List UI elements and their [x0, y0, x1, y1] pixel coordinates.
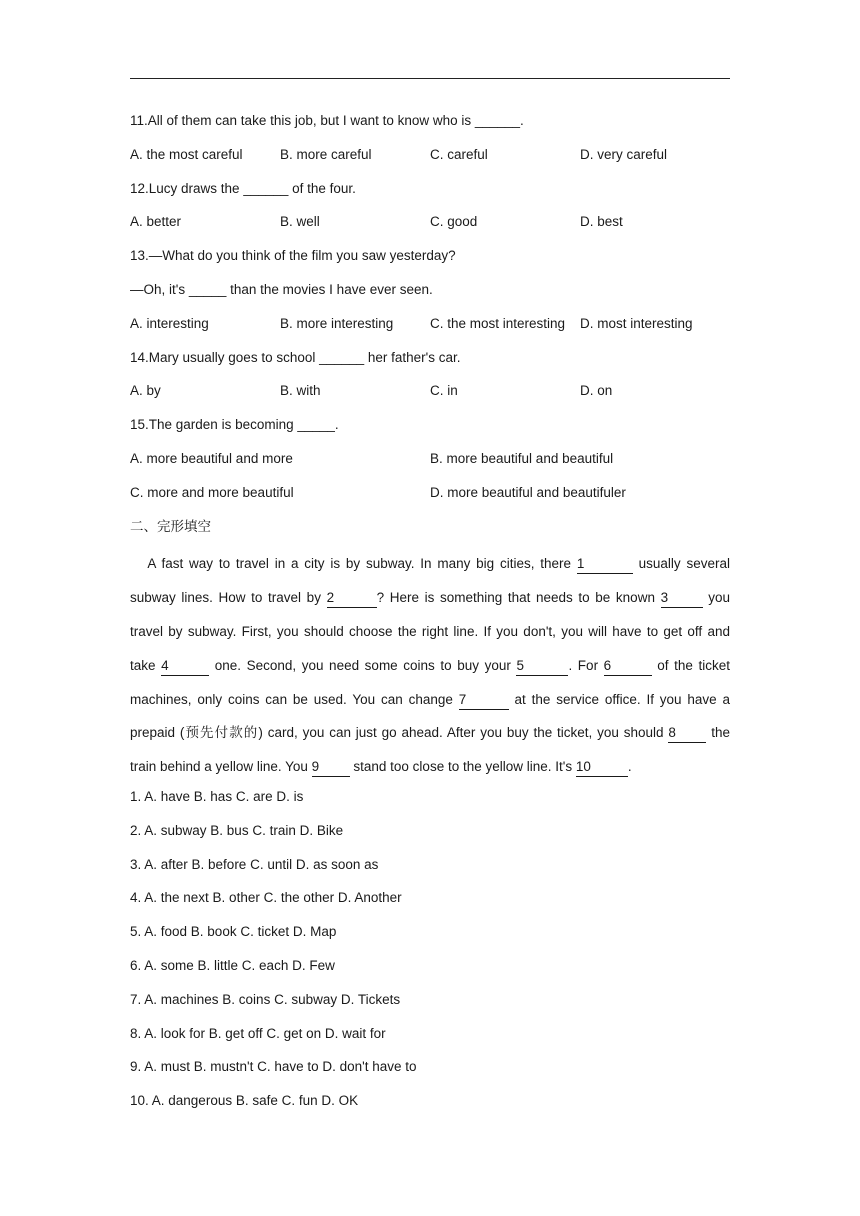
passage-text: ? Here is something that needs to be known	[376, 590, 661, 606]
option-b: B. more beautiful and beautiful	[430, 450, 614, 466]
passage-text: .	[627, 759, 632, 775]
cloze-option-4: 4. A. the next B. other C. the other D. Another	[130, 890, 402, 906]
blank-6: 6	[604, 657, 652, 676]
option-d: D. more beautiful and beautifuler	[430, 484, 626, 500]
option-a: A. better	[130, 214, 182, 230]
cloze-option-3: 3. A. after B. before C. until D. as soon as	[130, 856, 379, 872]
cloze-option-8: 8. A. look for B. get off C. get on D. wait for	[130, 1025, 386, 1041]
option-a: A. by	[130, 383, 161, 399]
cloze-option-2: 2. A. subway B. bus C. train D. Bike	[130, 822, 344, 838]
passage-text: at the service office. If you have a prepaid (预先付款的) card, you can just go ahead. After you buy the ticket, you should	[130, 691, 730, 741]
question-14-options	[130, 378, 730, 412]
option-a: A. interesting	[130, 315, 209, 331]
question-15: 15.The garden is becoming _____.	[130, 417, 339, 433]
option-c: C. good	[430, 214, 478, 230]
option-a: A. more beautiful and more	[130, 450, 293, 466]
question-13-response: —Oh, it's _____ than the movies I have ever seen.	[130, 281, 433, 297]
option-c: C. in	[430, 383, 458, 399]
blank-10: 10	[576, 758, 628, 777]
question-12-options	[130, 209, 730, 243]
passage-text: stand too close to the yellow line. It's	[349, 759, 576, 775]
cloze-option-5: 5. A. food B. book C. ticket D. Map	[130, 924, 337, 940]
question-11: 11.All of them can take this job, but I want to know who is ______.	[130, 113, 524, 128]
cloze-passage	[130, 547, 730, 784]
worksheet-content	[130, 108, 730, 1122]
option-d: D. most interesting	[580, 315, 693, 331]
blank-7: 7	[459, 691, 509, 710]
option-b: B. with	[280, 383, 321, 399]
passage-text: you travel by subway. First, you should choose the right line. If you don't, you will have to get off and take	[130, 590, 730, 673]
blank-8: 8	[668, 724, 706, 743]
option-a: A. the most careful	[130, 146, 243, 162]
question-13: 13.—What do you think of the film you saw yesterday?	[130, 248, 456, 264]
cloze-option-10: 10. A. dangerous B. safe C. fun D. OK	[130, 1093, 359, 1109]
option-d: D. best	[580, 214, 623, 230]
option-c: C. more and more beautiful	[130, 484, 294, 500]
passage-text: one. Second, you need some coins to buy your	[209, 657, 517, 673]
cloze-option-9: 9. A. must B. mustn't C. have to D. don't have to	[130, 1059, 417, 1075]
question-12: 12.Lucy draws the ______ of the four.	[130, 180, 356, 196]
question-15-options-row2	[130, 480, 730, 514]
passage-text: . For	[568, 657, 604, 673]
option-d: D. very careful	[580, 146, 668, 162]
question-13-options	[130, 311, 730, 345]
cloze-option-6: 6. A. some B. little C. each D. Few	[130, 957, 335, 973]
question-11-options	[130, 142, 730, 176]
cloze-option-1: 1. A. have B. has C. are D. is	[130, 788, 304, 804]
option-c: C. the most interesting	[430, 315, 566, 331]
cloze-option-7: 7. A. machines B. coins C. subway D. Tickets	[130, 991, 401, 1007]
blank-1: 1	[577, 555, 633, 574]
passage-text: of the ticket machines, only coins can be used. You can change	[130, 657, 730, 707]
blank-4: 4	[161, 657, 209, 676]
question-14: 14.Mary usually goes to school ______ her father's car.	[130, 349, 461, 365]
question-15-options-row1	[130, 446, 730, 480]
blank-3: 3	[661, 589, 703, 608]
blank-9: 9	[312, 758, 350, 777]
blank-5: 5	[516, 657, 568, 676]
option-b: B. well	[280, 214, 320, 230]
option-b: B. more interesting	[280, 315, 394, 331]
option-d: D. on	[580, 383, 613, 399]
passage-text: usually several subway lines. How to travel by	[130, 556, 730, 606]
section-title: 二、完形填空	[130, 518, 211, 535]
blank-2: 2	[327, 589, 377, 608]
passage-text: the train behind a yellow line. You	[130, 725, 730, 775]
option-c: C. careful	[430, 146, 488, 162]
option-b: B. more careful	[280, 146, 372, 162]
header-rule	[130, 78, 730, 79]
passage-text: A fast way to travel in a city is by subway. In many big cities, there	[147, 556, 577, 572]
